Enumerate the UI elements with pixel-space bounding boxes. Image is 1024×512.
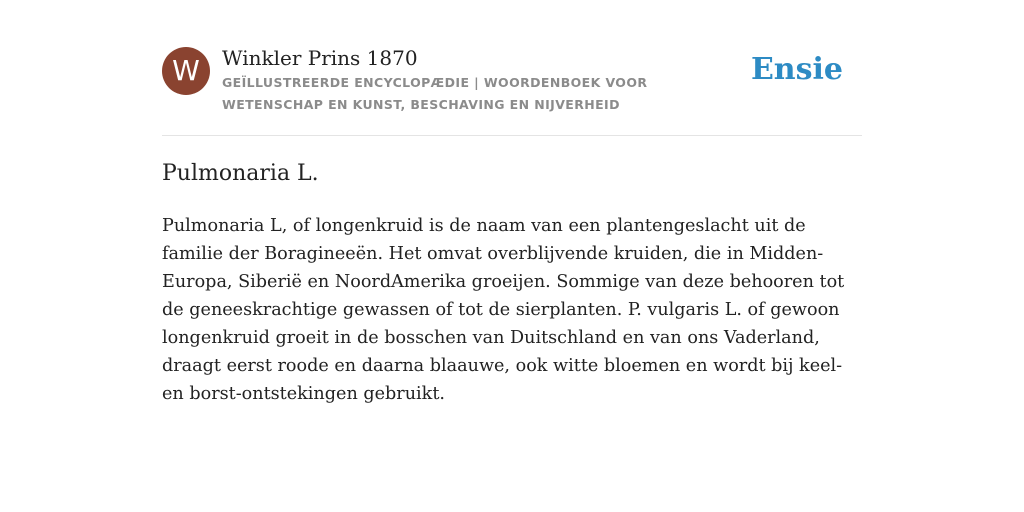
source-header <box>162 44 862 136</box>
entry-title: Pulmonaria L. <box>162 161 319 186</box>
ensie-logo[interactable]: Ensie <box>750 52 843 87</box>
source-title[interactable]: Winkler Prins 1870 <box>222 46 418 70</box>
source-avatar[interactable]: W <box>162 47 210 95</box>
entry-body: Pulmonaria L, of longenkruid is de naam van een plantengeslacht uit de familie der Boragineeën. Het omvat overblijvende kruiden, die in Midden-Europa, Siberië en NoordAmerika groeijen. Sommige van deze behooren tot de geneeskrachtige gewassen of tot de sierplanten. P. vulgaris L. of gewoon longenkruid groeit in de bosschen van Duitschland en van ons Vaderland, draagt eerst roode en daarna blaauwe, ook witte bloemen en wordt bij keel- en borst-ontstekingen gebruikt. <box>162 216 845 404</box>
source-subtitle: GEÏLLUSTREERDE ENCYCLOPÆDIE | WOORDENBOEK VOOR WETENSCHAP EN KUNST, BESCHAVING EN NIJVERHEID <box>222 75 648 112</box>
